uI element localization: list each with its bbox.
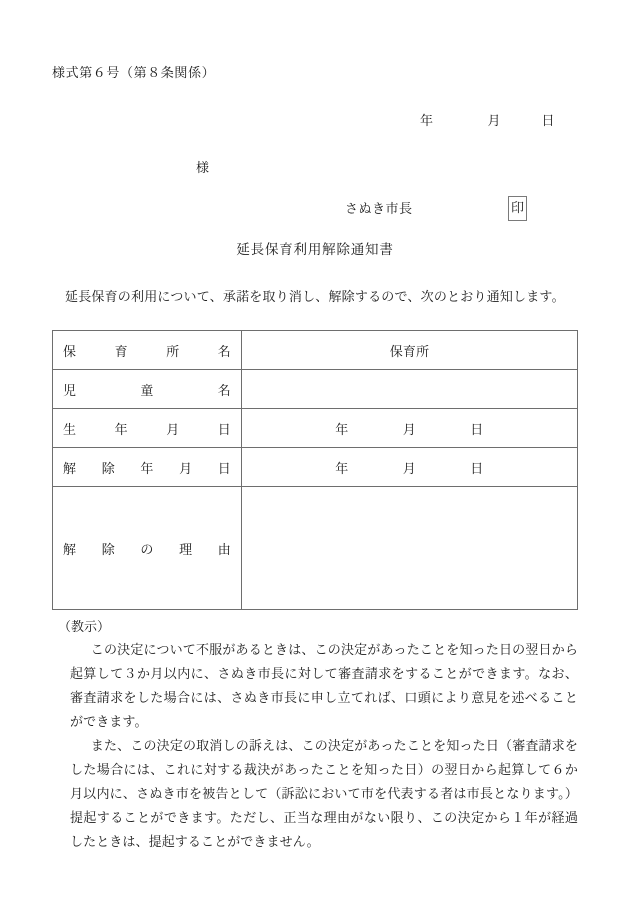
label-char: 理 [179,542,193,558]
row-value-nursery-name[interactable]: 保育所 [242,331,578,370]
label-chars [63,380,231,399]
label-char: 童 [140,383,154,399]
row-label-birth-date [53,409,242,448]
label-char: 月 [166,422,180,438]
table-row [53,331,578,370]
instruction-paragraph: この決定について不服があるときは、この決定があったことを知った日の翌日から起算して３か月以内に、さぬき市長に対して審査請求をすることができます。なお、審査請求をした場合には、さぬき市長に申し立てれば、口頭により意見を述べることができます。 [70,643,578,730]
label-char: 生 [63,422,77,438]
seal-stamp-box: 印 [508,196,527,221]
label-char: 年 [114,422,128,438]
form-number: 様式第６号（第８条関係） [52,66,216,81]
lead-paragraph: 延長保育の利用について、承諾を取り消し、解除するので、次のとおり通知します。 [65,290,565,305]
label-char: 月 [179,461,193,477]
label-char: 児 [63,383,77,399]
label-chars [63,458,231,477]
label-char: 除 [101,461,115,477]
issue-date-line: 年 月 日 [420,114,556,129]
date-placeholder: 年 月 日 [335,422,484,438]
label-char: 名 [217,383,231,399]
label-char: 除 [101,542,115,558]
table-row [53,487,578,610]
label-char: 年 [140,461,154,477]
label-char: 日 [217,422,231,438]
label-char: 由 [217,542,231,558]
label-char: 解 [63,461,77,477]
label-chars [63,419,231,438]
row-value-cancellation-reason[interactable] [242,487,578,610]
notification-table [52,330,578,610]
label-chars [63,539,231,558]
row-label-child-name [53,370,242,409]
label-char: 保 [63,344,77,360]
issuer-line: さぬき市長 [345,202,413,217]
date-placeholder: 年 月 日 [335,461,484,477]
row-label-cancellation-reason [53,487,242,610]
table-body [53,331,578,610]
label-char: 日 [217,461,231,477]
instruction-section [58,617,578,855]
label-char: 所 [166,344,180,360]
row-label-nursery-name [53,331,242,370]
page-title: 延長保育利用解除通知書 [236,242,394,258]
table-row [53,409,578,448]
row-value-child-name[interactable] [242,370,578,409]
row-label-cancellation-date [53,448,242,487]
label-char: 解 [63,542,77,558]
label-char: 名 [217,344,231,360]
table-row [53,448,578,487]
table-row [53,370,578,409]
label-chars [63,341,231,360]
row-value-cancellation-date[interactable] [242,448,578,487]
instruction-heading: （教示） [58,620,111,635]
addressee-line: 様 [196,161,210,176]
instruction-paragraph: また、この決定の取消しの訴えは、この決定があったことを知った日（審査請求をした場合には、これに対する裁決があったことを知った日）の翌日から起算して６か月以内に、さぬき市を被告として（訴訟において市を代表する者は市長となります。）提起することができます。ただし、正当な理由がない限り、この決定から１年が経過したときは、提起することができません。 [70,739,578,850]
label-char: の [140,542,154,558]
label-char: 育 [114,344,128,360]
row-value-birth-date[interactable] [242,409,578,448]
